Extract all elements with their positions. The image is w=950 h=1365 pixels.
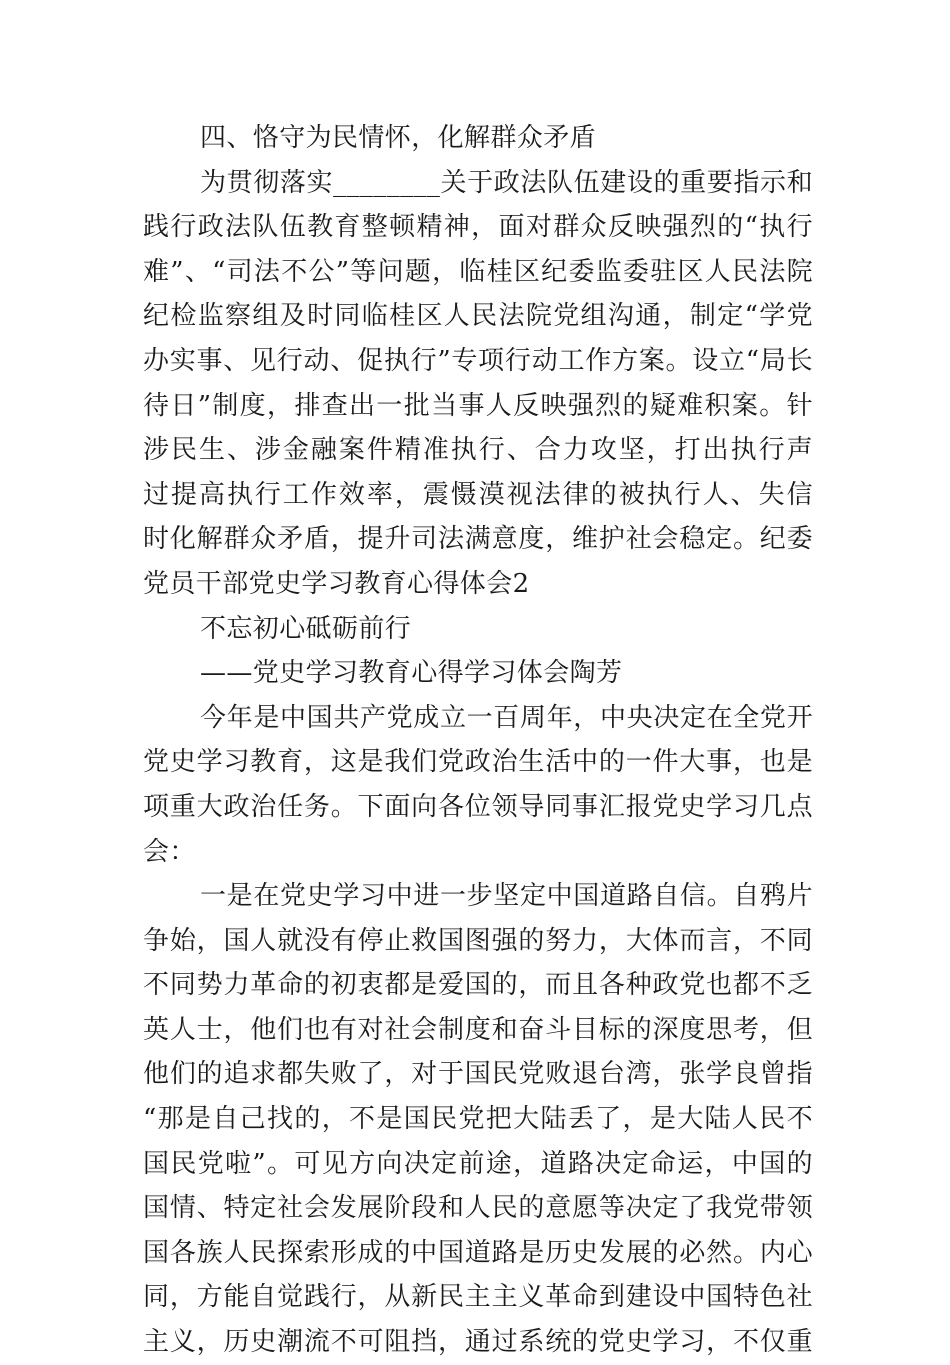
- text-line: 涉民生、涉金融案件精准执行、合力攻坚，打出执行声: [143, 435, 813, 466]
- text-line: ——党史学习教育心得学习体会陶芳: [200, 658, 623, 689]
- text-line: 四、恪守为民情怀，化解群众矛盾: [200, 123, 597, 153]
- document-body: [143, 116, 813, 1365]
- text-line: 纪检监察组及时同临桂区人民法院党组沟通，制定“学党: [143, 301, 813, 332]
- text-line: 国民党啦”。可见方向决定前途，道路决定命运，中国的: [143, 1148, 813, 1179]
- text-line: 难”、“司法不公”等问题，临桂区纪委监委驻区人民法院: [143, 256, 813, 287]
- text-line: 党史学习教育，这是我们党政治生活中的一件大事，也是: [143, 747, 813, 778]
- text-line: 争始，国人就没有停止救国图强的努力，大体而言，不同: [143, 925, 813, 956]
- text-line: 时化解群众矛盾，提升司法满意度，维护社会稳定。纪委: [143, 524, 813, 555]
- text-line: 过提高执行工作效率，震慑漠视法律的被执行人、失信: [143, 479, 813, 510]
- text-line: 国情、特定社会发展阶段和人民的意愿等决定了我党带领: [143, 1193, 813, 1224]
- text-line: 英人士，他们也有对社会制度和奋斗目标的深度思考，但: [143, 1014, 813, 1045]
- text-line: 不同势力革命的初衷都是爱国的，而且各种政党也都不乏: [143, 970, 813, 1001]
- text-line: 待日”制度，排查出一批当事人反映强烈的疑难积案。针: [143, 390, 813, 421]
- text-line: 国各族人民探索形成的中国道路是历史发展的必然。内心: [143, 1237, 813, 1268]
- text-line: “那是自己找的，不是国民党把大陆丢了，是大陆人民不: [143, 1104, 813, 1135]
- text-line: 今年是中国共产党成立一百周年，中央决定在全党开: [200, 702, 813, 733]
- text-line: 会：: [143, 836, 196, 867]
- text-line: 他们的追求都失败了，对于国民党败退台湾，张学良曾指: [143, 1059, 813, 1090]
- text-line: 不忘初心砥砺前行: [200, 613, 412, 644]
- text-line: 主义，历史潮流不可阻挡，通过系统的党史学习，不仅重: [143, 1327, 813, 1358]
- text-line: 一是在党史学习中进一步坚定中国道路自信。自鸦片: [200, 881, 813, 912]
- text-line: 党员干部党史学习教育心得体会2: [143, 568, 530, 599]
- text-line: 同，方能自觉践行，从新民主主义革命到建设中国特色社: [143, 1282, 813, 1313]
- text-line: 办实事、见行动、促执行”专项行动工作方案。设立“局长: [143, 345, 813, 376]
- text-line: 为贯彻落实________关于政法队伍建设的重要指示和: [200, 167, 813, 198]
- text-line: 项重大政治任务。下面向各位领导同事汇报党史学习几点: [143, 791, 813, 822]
- text-line: 践行政法队伍教育整顿精神，面对群众反映强烈的“执行: [143, 212, 813, 243]
